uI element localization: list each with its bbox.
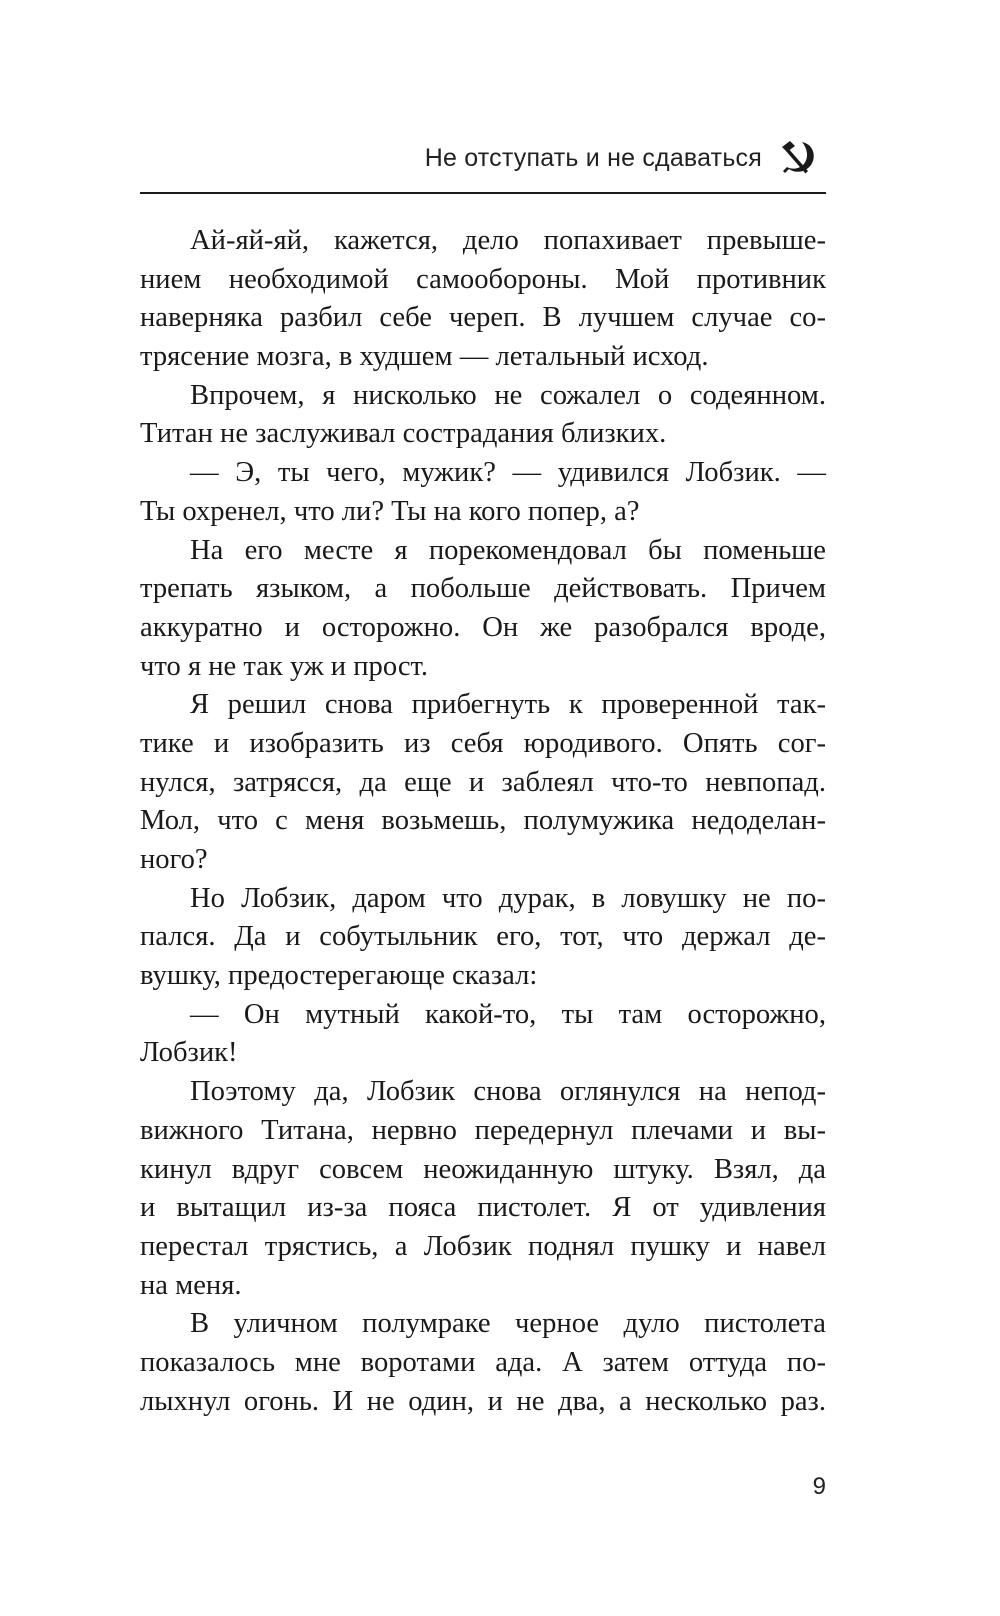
- text-line: аккуратно и осторожно. Он же разобрался вроде,: [140, 611, 826, 643]
- text-line: Лобзик!: [140, 1037, 238, 1069]
- text-line: наверняка разбил себе череп. В лучшем случае со-: [140, 302, 826, 334]
- text-line: Мол, что с меня возьмешь, полумужика недоделан-: [140, 805, 826, 837]
- text-line: В уличном полумраке черное дуло пистолета: [190, 1308, 826, 1340]
- text-line: нием необходимой самообороны. Мой противник: [140, 263, 826, 295]
- text-line: Ай-яй-яй, кажется, дело попахивает превыше-: [190, 225, 826, 256]
- text-line: нулся, затрясся, да еще и заблеял что-то невпопад.: [140, 766, 826, 798]
- text-line: на меня.: [140, 1269, 242, 1301]
- text-line: показалось мне воротами ада. А затем оттуда по-: [140, 1346, 826, 1378]
- body-text: [140, 222, 826, 1421]
- text-line: Титан не заслуживал сострадания близких.: [140, 418, 667, 450]
- text-line: перестал трястись, а Лобзик поднял пушку и навел: [140, 1230, 826, 1262]
- text-line: лыхнул огонь. И не один, и не два, а несколько раз.: [140, 1385, 826, 1417]
- text-line: На его месте я порекомендовал бы поменьше: [190, 534, 826, 566]
- text-line: Я решил снова прибегнуть к проверенной так-: [190, 689, 826, 721]
- text-line: — Он мутный какой-то, ты там осторожно,: [190, 998, 826, 1030]
- text-line: трепать языком, а побольше действовать. Причем: [140, 573, 826, 605]
- text-line: — Э, ты чего, мужик? — удивился Лобзик. —: [190, 457, 826, 489]
- header-rule: [140, 192, 826, 194]
- text-line: кинул вдруг совсем неожиданную штуку. Взял, да: [140, 1153, 826, 1185]
- text-line: Но Лобзик, даром что дурак, в ловушку не по-: [190, 882, 826, 914]
- running-title: Не отступать и не сдаваться: [424, 144, 762, 172]
- text-line: тике и изобразить из себя юродивого. Опять сог-: [140, 727, 826, 759]
- text-line: Впрочем, я нисколько не сожалел о содеянном.: [190, 379, 826, 411]
- text-line: что я не так уж и прост.: [140, 650, 429, 682]
- text-line: и вытащил из-за пояса пистолет. Я от удивления: [140, 1192, 826, 1224]
- text-line: пался. Да и собутыльник его, тот, что держал де-: [140, 921, 826, 953]
- text-line: Ты охренел, что ли? Ты на кого попер, а?: [140, 495, 640, 527]
- text-line: Поэтому да, Лобзик снова оглянулся на непод-: [190, 1076, 826, 1108]
- text-line: трясение мозга, в худшем — летальный исход.: [140, 341, 709, 373]
- hammer-and-sickle-icon: [778, 138, 818, 178]
- running-head: [140, 138, 826, 178]
- text-line: вижного Титана, нервно передернул плечами и вы-: [140, 1114, 826, 1146]
- text-line: вушку, предостерегающе сказал:: [140, 960, 538, 992]
- page-number: 9: [812, 1473, 826, 1500]
- text-line: ного?: [140, 844, 208, 875]
